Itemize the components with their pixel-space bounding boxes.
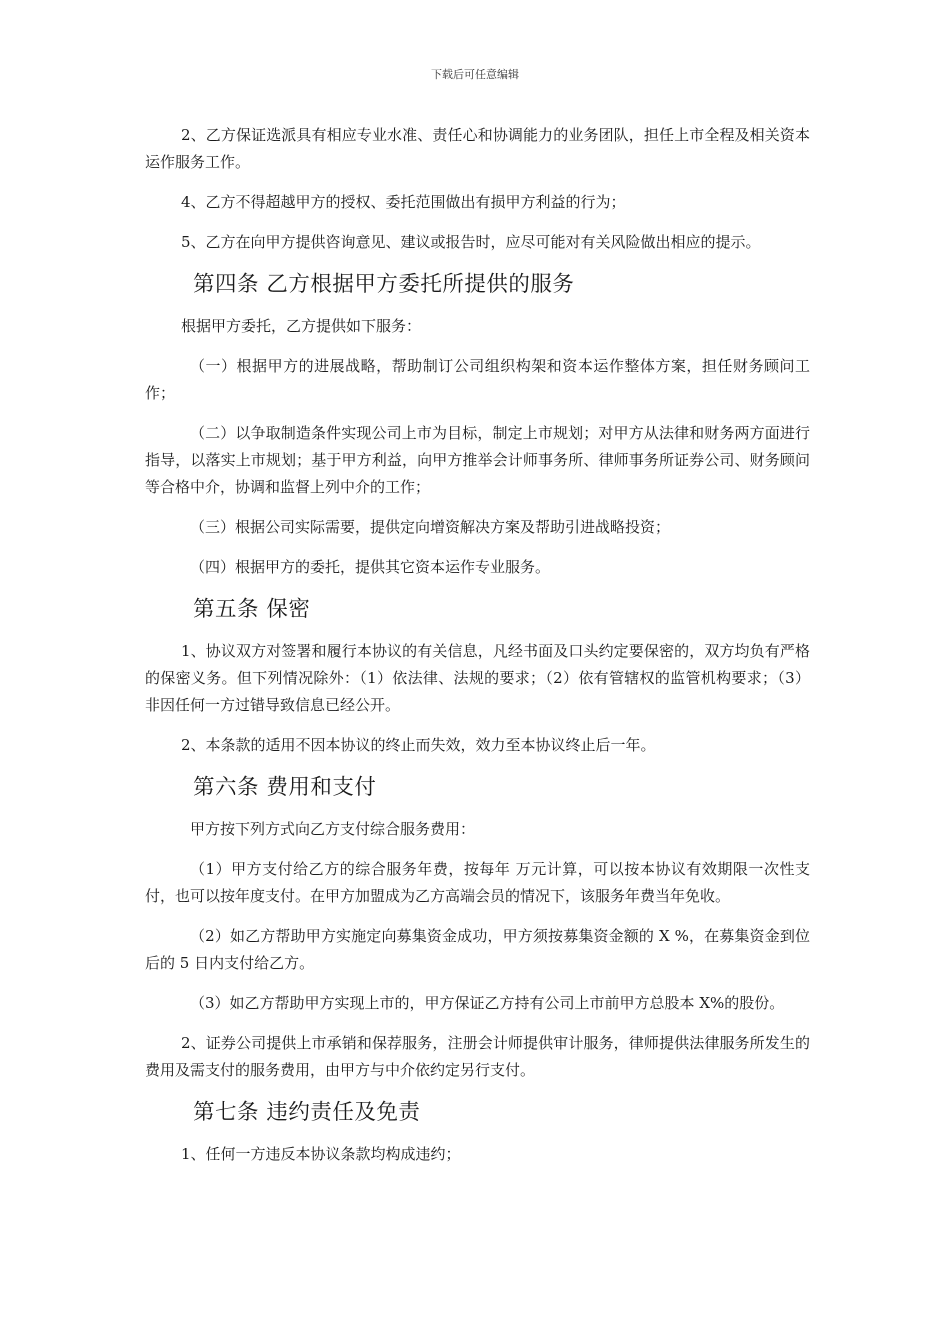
paragraph: 4、乙方不得超越甲方的授权、委托范围做出有损甲方利益的行为；: [181, 193, 626, 211]
paragraph: 1、协议双方对签署和履行本协议的有关信息，凡经书面及口头约定要保密的，双方均负有严格的保密义务。但下列情况除外：（1）依法律、法规的要求；（2）依有管辖权的监管机构要求；（3）非因任何一方过错导致信息已经公开。: [145, 642, 810, 714]
paragraph: （3）如乙方帮助甲方实现上市的，甲方保证乙方持有公司上市前甲方总股本 X%的股份。: [190, 994, 785, 1012]
paragraph: 2、乙方保证选派具有相应专业水准、责任心和协调能力的业务团队，担任上市全程及相关资本运作服务工作。: [145, 126, 810, 171]
page-header: 下载后可任意编辑: [431, 68, 519, 81]
paragraph: （二）以争取制造条件实现公司上市为目标，制定上市规划；对甲方从法律和财务两方面进行指导，以落实上市规划；基于甲方利益，向甲方推举会计师事务所、律师事务所证券公司、财务顾问等合格中介，协调和监督上列中介的工作；: [145, 424, 810, 496]
paragraph: （三）根据公司实际需要，提供定向增资解决方案及帮助引进战略投资；: [190, 518, 671, 536]
document-body: [145, 122, 810, 1181]
paragraph: 1、任何一方违反本协议条款均构成违约；: [181, 1145, 461, 1163]
paragraph: 甲方按下列方式向乙方支付综合服务费用：: [190, 820, 476, 838]
paragraph: （一）根据甲方的进展战略，帮助制订公司组织构架和资本运作整体方案，担任财务顾问工作；: [145, 357, 810, 402]
paragraph: 根据甲方委托，乙方提供如下服务：: [181, 317, 422, 335]
paragraph: 2、本条款的适用不因本协议的终止而失效，效力至本协议终止后一年。: [181, 736, 656, 754]
paragraph: （2）如乙方帮助甲方实施定向募集资金成功，甲方须按募集资金额的 X %，在募集资金到位后的 5 日内支付给乙方。: [145, 927, 810, 972]
paragraph: （四）根据甲方的委托，提供其它资本运作专业服务。: [190, 558, 551, 576]
section-heading: 第六条 费用和支付: [193, 775, 377, 800]
paragraph: 2、证券公司提供上市承销和保荐服务，注册会计师提供审计服务，律师提供法律服务所发生的费用及需支付的服务费用，由甲方与中介依约定另行支付。: [145, 1034, 810, 1079]
section-heading: 第五条 保密: [193, 597, 311, 622]
paragraph: 5、乙方在向甲方提供咨询意见、建议或报告时，应尽可能对有关风险做出相应的提示。: [181, 233, 761, 251]
section-heading: 第四条 乙方根据甲方委托所提供的服务: [193, 272, 575, 297]
paragraph: （1）甲方支付给乙方的综合服务年费，按每年 万元计算，可以按本协议有效期限一次性支付，也可以按年度支付。在甲方加盟成为乙方高端会员的情况下，该服务年费当年免收。: [145, 860, 810, 905]
section-heading: 第七条 违约责任及免责: [193, 1100, 421, 1125]
